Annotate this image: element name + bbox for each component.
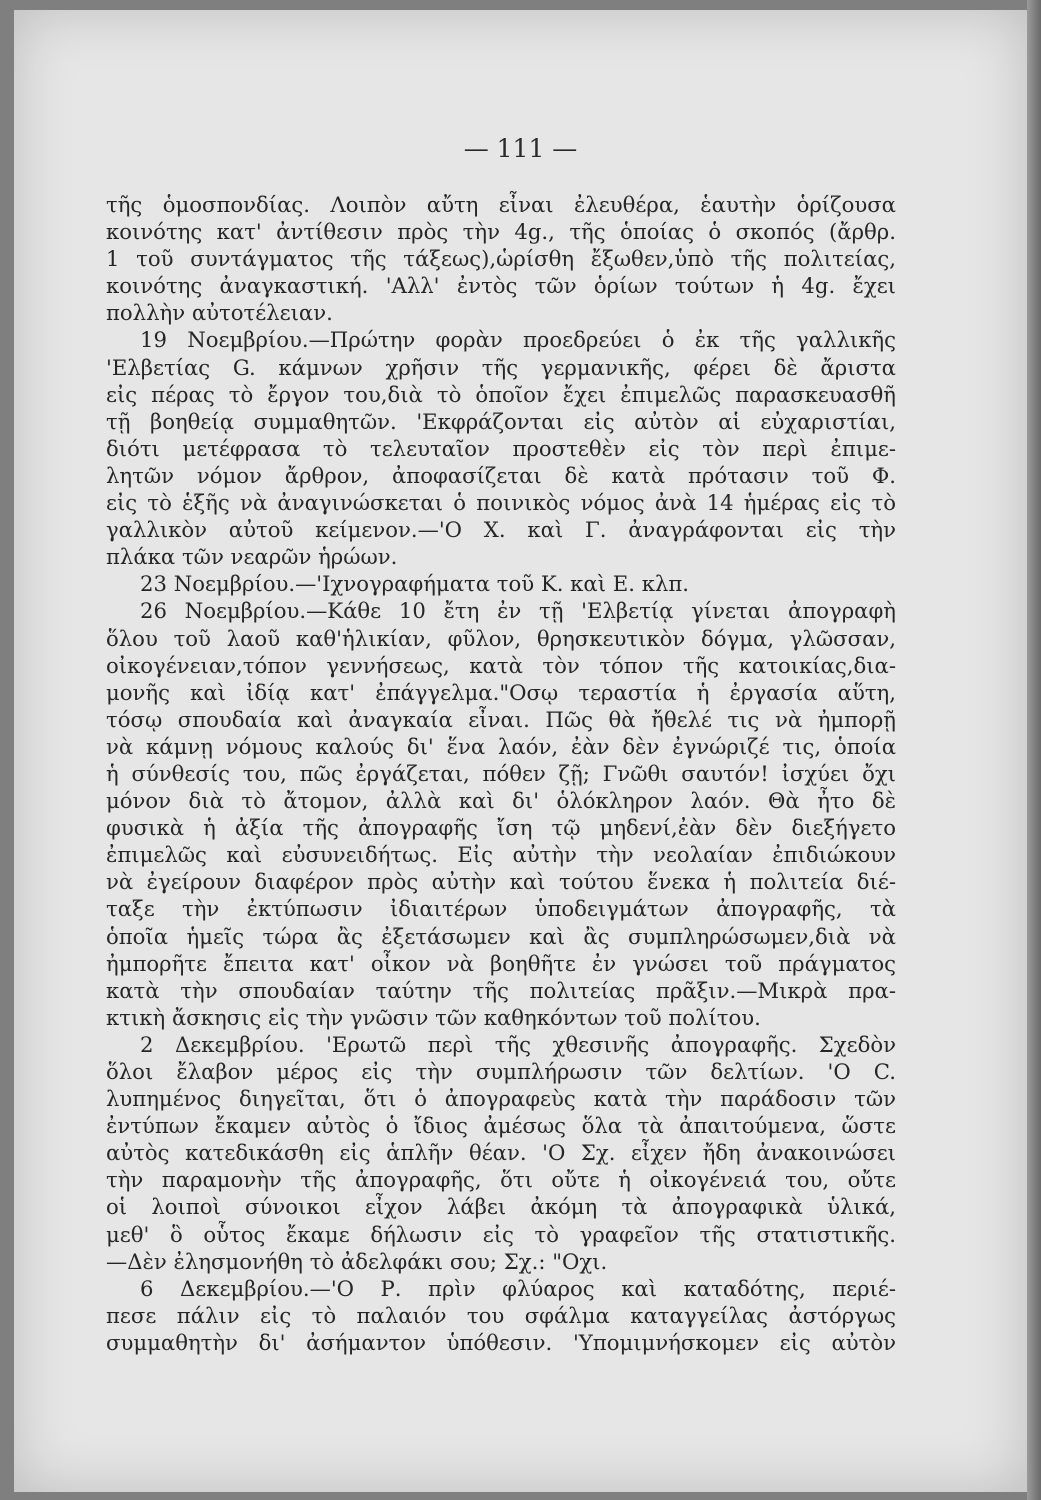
text-line: λυπημένος διηγεῖται, ὅτι ὁ ἀπογραφεὺς κατὰ τὴν παράδοσιν τῶν — [106, 1086, 896, 1112]
text-line: ἠμπορῆτε ἔπειτα κατ' οἶκον νὰ βοηθῆτε ἐν γνώσει τοῦ πράγματος — [106, 950, 896, 976]
text-line: ἐπιμελῶς καὶ εὐσυνειδήτως. Εἰς αὐτὴν τὴν νεολαίαν ἐπιδιώκουν — [106, 842, 896, 868]
text-line: τῆς ὁμοσπονδίας. Λοιπὸν αὔτη εἶναι ἐλευθέρα, ἑαυτὴν ὁρίζουσα — [106, 192, 896, 217]
text-line: ταξε τὴν ἐκτύπωσιν ἰδιαιτέρων ὑποδειγμάτων ἀπογραφῆς, τὰ — [106, 896, 896, 922]
text-line: —Δὲν ἐλησμονήθη τὸ ἀδελφάκι σου; Σχ.: "Οχι. — [106, 1248, 608, 1274]
text-line: αὐτὸς κατεδικάσθη εἰς ἁπλῆν θέαν. 'Ο Σχ. εἶχεν ἤδη ἀνακοινώσει — [106, 1140, 896, 1166]
text-line: οἰκογένειαν,τόπον γεννήσεως, κατὰ τὸν τόπον τῆς κατοικίας,δια- — [106, 652, 896, 678]
text-line: κοινότης κατ' ἀντίθεσιν πρὸς τὴν 4g., τῆς ὁποίας ὁ σκοπός (ἄρθρ. — [106, 219, 896, 245]
text-line: κοινότης ἀναγκαστική. 'Αλλ' ἐντὸς τῶν ὁρίων τούτων ἡ 4g. ἔχει — [106, 273, 896, 299]
text-line: 2 Δεκεμβρίου. 'Ερωτῶ περὶ τῆς χθεσινῆς ἀπογραφῆς. Σχεδὸν — [140, 1031, 896, 1057]
text-line: πολλὴν αὐτοτέλειαν. — [106, 300, 333, 326]
text-line: γαλλικὸν αὐτοῦ κείμενον.—'Ο Χ. καὶ Γ. ἀναγράφονται εἰς τὴν — [106, 517, 896, 543]
text-line: εἰς πέρας τὸ ἔργον του,διὰ τὸ ὁποῖον ἔχει ἐπιμελῶς παρασκευασθῆ — [106, 381, 896, 407]
text-line: τόσῳ σπουδαία καὶ ἀναγκαία εἶναι. Πῶς θὰ ἤθελέ τις νὰ ἠμπορῇ — [106, 706, 896, 732]
page-number: — 111 — — [463, 134, 578, 163]
text-line: ἐντύπων ἔκαμεν αὐτὸς ὁ ἴδιος ἀμέσως ὅλα τὰ ἀπαιτούμενα, ὥστε — [106, 1113, 896, 1139]
text-line: τὴν παραμονὴν τῆς ἀπογραφῆς, ὅτι οὔτε ἡ οἰκογένειά του, οὔτε — [106, 1167, 896, 1193]
text-line: 1 τοῦ συντάγματος τῆς τάξεως),ὡρίσθη ἔξωθεν,ὑπὸ τῆς πολιτείας, — [106, 246, 896, 272]
text-line: μόνον διὰ τὸ ἄτομον, ἀλλὰ καὶ δι' ὁλόκληρον λαόν. Θὰ ἦτο δὲ — [106, 788, 896, 814]
text-line: πεσε πάλιν εἰς τὸ παλαιόν του σφάλμα καταγγείλας ἀστόργως — [106, 1302, 896, 1328]
text-line: νὰ κάμνῃ νόμους καλούς δι' ἕνα λαόν, ἐὰν δὲν ἐγνώριζέ τις, ὁποία — [106, 733, 896, 759]
text-line: μονῆς καὶ ἰδίᾳ κατ' ἐπάγγελμα."Οσῳ τεραστία ἡ ἐργασία αὕτη, — [106, 679, 896, 705]
text-line: 23 Νοεμβρίου.—'Ιχνογραφήματα τοῦ Κ. καὶ Ε. κλπ. — [140, 571, 690, 597]
text-line: νὰ ἐγείρουν διαφέρον πρὸς αὐτὴν καὶ τούτου ἕνεκα ἡ πολιτεία διέ- — [106, 869, 896, 895]
text-line: ὁποῖα ἡμεῖς τώρα ἂς ἐξετάσωμεν καὶ ἂς συμπληρώσωμεν,διὰ νὰ — [106, 923, 896, 949]
text-line: 26 Νοεμβρίου.—Κάθε 10 ἔτη ἐν τῇ 'Ελβετίᾳ γίνεται ἀπογραφὴ — [140, 598, 896, 624]
text-line: ὅλου τοῦ λαοῦ καθ'ἡλικίαν, φῦλον, θρησκευτικὸν δόγμα, γλῶσσαν, — [106, 625, 896, 651]
text-line: μεθ' ὃ οὗτος ἔκαμε δήλωσιν εἰς τὸ γραφεῖον τῆς στατιστικῆς. — [106, 1221, 896, 1247]
page-edge — [1027, 0, 1041, 1500]
text-line: κατὰ τὴν σπουδαίαν ταύτην τῆς πολιτείας πρᾶξιν.—Μικρὰ πρα- — [106, 977, 896, 1003]
text-line: 19 Νοεμβρίου.—Πρώτην φορὰν προεδρεύει ὁ ἐκ τῆς γαλλικῆς — [140, 327, 896, 353]
text-line: οἱ λοιποὶ σύνοικοι εἶχον λάβει ἀκόμη τὰ ἀπογραφικὰ ὑλικά, — [106, 1194, 896, 1220]
book-page — [14, 10, 1027, 1492]
text-line: κτικὴ ἄσκησις εἰς τὴν γνῶσιν τῶν καθηκόντων τοῦ πολίτου. — [106, 1004, 761, 1030]
text-line: ἡ σύνθεσίς του, πῶς ἐργάζεται, πόθεν ζῇ; Γνῶθι σαυτόν! ἰσχύει ὄχι — [106, 760, 896, 786]
text-line: λητῶν νόμον ἄρθρον, ἀποφασίζεται δὲ κατὰ πρότασιν τοῦ Φ. — [106, 462, 896, 488]
text-line: 'Ελβετίας G. κάμνων χρῆσιν τῆς γερμανικῆς, φέρει δὲ ἄριστα — [106, 354, 896, 380]
text-line: διότι μετέφρασα τὸ τελευταῖον προστεθὲν εἰς τὸν περὶ ἐπιμε- — [106, 435, 896, 461]
text-line: 6 Δεκεμβρίου.—'Ο Ρ. πρὶν φλύαρος καὶ καταδότης, περιέ- — [140, 1275, 896, 1301]
body-text — [106, 191, 896, 1356]
text-line: ὅλοι ἔλαβον μέρος εἰς τὴν συμπλήρωσιν τῶν δελτίων. 'Ο C. — [106, 1059, 896, 1084]
text-line: φυσικὰ ἡ ἀξία τῆς ἀπογραφῆς ἴση τῷ μηδενί,ἐὰν δὲν διεξήγετο — [106, 815, 896, 841]
text-line: πλάκα τῶν νεαρῶν ἡρώων. — [106, 544, 398, 570]
text-line: τῇ βοηθείᾳ συμμαθητῶν. 'Εκφράζονται εἰς αὐτὸν αἱ εὐχαριστίαι, — [106, 408, 896, 434]
text-line: συμμαθητὴν δι' ἀσήμαντον ὑπόθεσιν. 'Υπομιμνήσκομεν εἰς αὐτὸν — [106, 1329, 896, 1355]
text-line: εἰς τὸ ἑξῆς νὰ ἀναγινώσκεται ὁ ποινικὸς νόμος ἀνὰ 14 ἡμέρας εἰς τὸ — [106, 490, 896, 516]
